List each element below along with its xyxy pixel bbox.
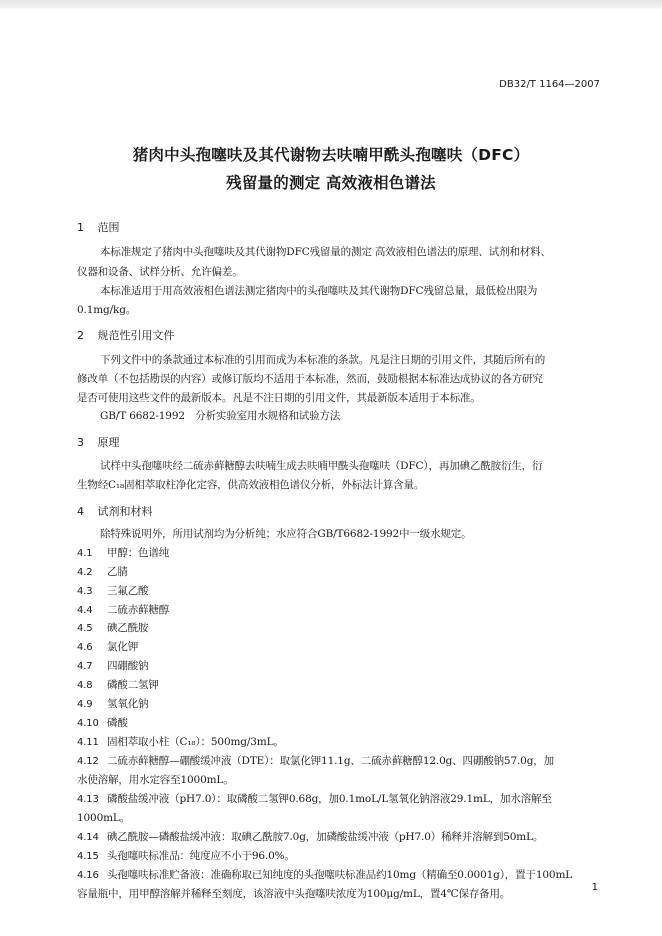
list-item-continuation: 容量瓶中，用甲醇溶解并稀释至刻度，该溶液中头孢噻呋浓度为100μg/mL，置4℃保存备用。: [77, 888, 511, 900]
list-item: 4.4 二硫赤藓糖醇: [77, 604, 170, 616]
reference-line: GB/T 6682-1992 分析实验室用水规格和试验方法: [100, 410, 341, 422]
section-4-heading: [77, 503, 153, 519]
section-number: 4: [77, 505, 84, 518]
document-title-line2: 残留量的测定 高效液相色谱法: [226, 174, 436, 192]
list-item-continuation: 水使溶解，用水定容至1000mL。: [77, 774, 234, 786]
list-item: 4.10 磷酸: [77, 717, 128, 729]
list-item: 4.11 固相萃取小柱（C₁₈）：500mg/3mL。: [77, 736, 284, 748]
paragraph-line: 下列文件中的条款通过本标准的引用而成为本标准的条款。凡是注日期的引用文件，其随后所有的: [100, 354, 546, 366]
section-title: 试剂和材料: [97, 505, 153, 518]
list-item-continuation: 1000mL。: [77, 812, 131, 824]
paragraph-line: 是否可使用这些文件的最新版本。凡是不注日期的引用文件，其最新版本适用于本标准。: [77, 392, 481, 404]
list-item: 4.16 头孢噻呋标准贮备液：准确称取已知纯度的头孢噻呋标准品约10mg（精确至0.0001g），置于100mL: [77, 869, 573, 881]
paragraph-line: 修改单（不包括勘误的内容）或修订版均不适用于本标准，然而，鼓励根据本标准达成协议的各方研究: [77, 373, 543, 385]
page-number: 1: [591, 882, 598, 893]
list-item: 4.3 三氟乙酸: [77, 585, 149, 597]
list-item: 4.2 乙腈: [77, 566, 128, 578]
list-item: 4.14 碘乙酰胺—磷酸盐缓冲液：取碘乙酰胺7.0g，加磷酸盐缓冲液（pH7.0）稀释并溶解到50mL。: [77, 831, 544, 843]
paragraph-line: 仪器和设备、试样分析、允许偏差。: [77, 266, 243, 278]
scan-edge-artifact: [0, 0, 662, 9]
list-item: 4.1 甲醇：色谱纯: [77, 547, 170, 559]
list-item: 4.5 碘乙酰胺: [77, 622, 149, 634]
paragraph-line: 0.1mg/kg。: [77, 304, 137, 316]
section-1-heading: [77, 219, 120, 235]
section-3-heading: [77, 434, 120, 450]
list-item: 4.7 四硼酸钠: [77, 660, 149, 672]
section-number: 1: [77, 221, 84, 234]
section-2-heading: [77, 327, 175, 343]
section-title: 规范性引用文件: [97, 329, 175, 342]
paragraph-line: 本标准适用于用高效液相色谱法测定猪肉中的头孢噻呋及其代谢物DFC残留总量，最低检出限为: [100, 285, 538, 297]
section-title: 范围: [97, 221, 120, 234]
section-number: 2: [77, 329, 84, 342]
list-item: 4.8 磷酸二氢钾: [77, 679, 159, 691]
list-item: 4.13 磷酸盐缓冲液（pH7.0）：取磷酸二氢钾0.68g，加0.1moL/L氢氧化钠溶液29.1mL，加水溶解至: [77, 793, 552, 805]
paragraph-line: 试样中头孢噻呋经二硫赤藓糖醇去呋喃生成去呋喃甲酰头孢噻呋（DFC），再加碘乙酰胺衍生，衍: [100, 460, 543, 472]
list-item: 4.9 氢氧化钠: [77, 698, 149, 710]
paragraph-line: 生物经C₁₈固相萃取柱净化定容，供高效液相色谱仪分析，外标法计算含量。: [77, 479, 425, 491]
list-item: 4.6 氯化钾: [77, 641, 139, 653]
list-item: 4.12 二硫赤藓糖醇—硼酸缓冲液（DTE）：取氯化钾11.1g、二硫赤藓糖醇12.0g、四硼酸钠57.0g，加: [77, 755, 554, 767]
paragraph-line: 本标准规定了猪肉中头孢噻呋及其代谢物DFC残留量的测定 高效液相色谱法的原理、试剂和材料、: [100, 246, 551, 258]
section-title: 原理: [97, 436, 120, 449]
section-number: 3: [77, 436, 84, 449]
list-item: 4.15 头孢噻呋标准品：纯度应不小于96.0%。: [77, 850, 295, 862]
paragraph-line: 除特殊说明外，所用试剂均为分析纯；水应符合GB/T6682-1992中一级水规定。: [100, 528, 472, 540]
document-title-line1: 猪肉中头孢噻呋及其代谢物去呋喃甲酰头孢噻呋（DFC）: [132, 146, 530, 164]
standard-code: DB32/T 1164—2007: [499, 79, 600, 90]
